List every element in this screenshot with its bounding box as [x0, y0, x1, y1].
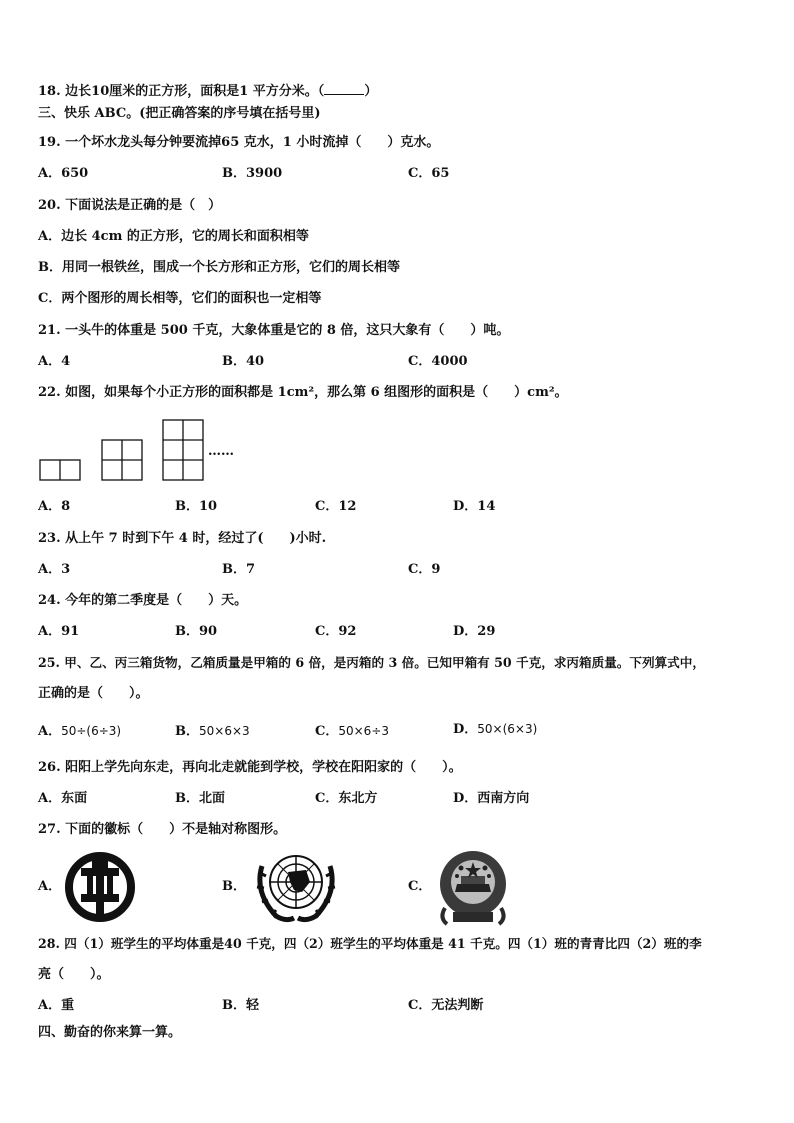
q25-option-d[interactable]: D．50×(6×3) [453, 722, 538, 737]
question-28-cont: 亮（ ）。 [38, 967, 110, 982]
q22-option-b[interactable]: B．10 [175, 499, 218, 514]
q24-option-a[interactable]: A．91 [38, 624, 80, 639]
q25-option-a[interactable]: A．50÷(6÷3) [38, 724, 122, 739]
q22-option-d[interactable]: D．14 [453, 499, 496, 514]
q22-option-c[interactable]: C．12 [315, 499, 357, 514]
q25-formula-c: 50×6÷3 [338, 724, 390, 738]
q21-option-a[interactable]: A．4 [38, 354, 71, 369]
q24-option-d[interactable]: D．29 [453, 624, 496, 639]
q27-option-c[interactable]: C． [408, 879, 432, 894]
q25-option-b[interactable]: B．50×6×3 [175, 724, 250, 739]
q23-option-c[interactable]: C．9 [408, 562, 441, 577]
un-emblem-icon [248, 846, 344, 926]
q28-option-a[interactable]: A．重 [38, 998, 75, 1013]
question-27: 27. 下面的徽标（ ）不是轴对称图形。 [38, 822, 287, 837]
question-22: 22. 如图，如果每个小正方形的面积都是 1cm²，那么第 6 组图形的面积是（ ）cm²。 [38, 385, 568, 400]
q19-option-c[interactable]: C．65 [408, 166, 450, 181]
section-4-title: 四、勤奋的你来算一算。 [38, 1025, 182, 1040]
q24-option-b[interactable]: B．90 [175, 624, 218, 639]
q25-formula-b: 50×6×3 [199, 724, 250, 738]
q24-option-c[interactable]: C．92 [315, 624, 357, 639]
question-21: 21. 一头牛的体重是 500 千克，大象体重是它的 8 倍，这只大象有（ ）吨。 [38, 323, 510, 338]
q27-option-a[interactable]: A． [38, 879, 62, 894]
bank-logo-icon [63, 850, 137, 924]
q28-option-c[interactable]: C．无法判断 [408, 998, 484, 1013]
q25-formula-a: 50÷(6÷3) [61, 724, 122, 738]
question-28: 28. 四（1）班学生的平均体重是40 千克，四（2）班学生的平均体重是 41 千克。四（1）班的青青比四（2）班的李 [38, 936, 702, 951]
q20-option-b[interactable]: B．用同一根铁丝，围成一个长方形和正方形，它们的周长相等 [38, 260, 400, 275]
pattern-ellipsis: …… [208, 444, 234, 459]
q26-option-d[interactable]: D．西南方向 [453, 791, 530, 806]
q26-option-c[interactable]: C．东北方 [315, 791, 378, 806]
q27-option-b[interactable]: B． [222, 879, 246, 894]
question-25: 25. 甲、乙、丙三箱货物，乙箱质量是甲箱的 6 倍，是丙箱的 3 倍。已知甲箱有 50 千克，求丙箱质量。下列算式中， [38, 655, 705, 670]
question-23: 23. 从上午 7 时到下午 4 时，经过了( )小时. [38, 531, 327, 546]
q19-option-a[interactable]: A．650 [38, 166, 89, 181]
q22-option-a[interactable]: A．8 [38, 499, 71, 514]
q25-formula-d: 50×(6×3) [477, 722, 538, 736]
q26-option-b[interactable]: B．北面 [175, 791, 225, 806]
question-18: 18. 边长10厘米的正方形，面积是1 平方分米。（ ） [38, 84, 378, 99]
question-20: 20. 下面说法是正确的是（ ） [38, 198, 222, 213]
q19-option-b[interactable]: B．3900 [222, 166, 283, 181]
q23-option-a[interactable]: A．3 [38, 562, 71, 577]
question-26: 26. 阳阳上学先向东走，再向北走就能到学校，学校在阳阳家的（ ）。 [38, 760, 462, 775]
national-emblem-icon [433, 848, 513, 926]
q20-option-a[interactable]: A．边长 4cm 的正方形，它的周长和面积相等 [38, 229, 309, 244]
question-19: 19. 一个坏水龙头每分钟要流掉65 克水，1 小时流掉（ ）克水。 [38, 135, 440, 150]
q28-option-b[interactable]: B．轻 [222, 998, 259, 1013]
question-25-cont: 正确的是（ ）。 [38, 686, 149, 701]
answer-blank[interactable] [324, 82, 364, 95]
q21-option-b[interactable]: B．40 [222, 354, 265, 369]
q26-option-a[interactable]: A．东面 [38, 791, 88, 806]
q25-option-c[interactable]: C．50×6÷3 [315, 724, 390, 739]
section-3-title: 三、快乐 ABC。(把正确答案的序号填在括号里) [38, 106, 321, 121]
q21-option-c[interactable]: C．4000 [408, 354, 468, 369]
question-24: 24. 今年的第二季度是（ ）天。 [38, 593, 248, 608]
q20-option-c[interactable]: C．两个图形的周长相等，它们的面积也一定相等 [38, 291, 322, 306]
q23-option-b[interactable]: B．7 [222, 562, 256, 577]
